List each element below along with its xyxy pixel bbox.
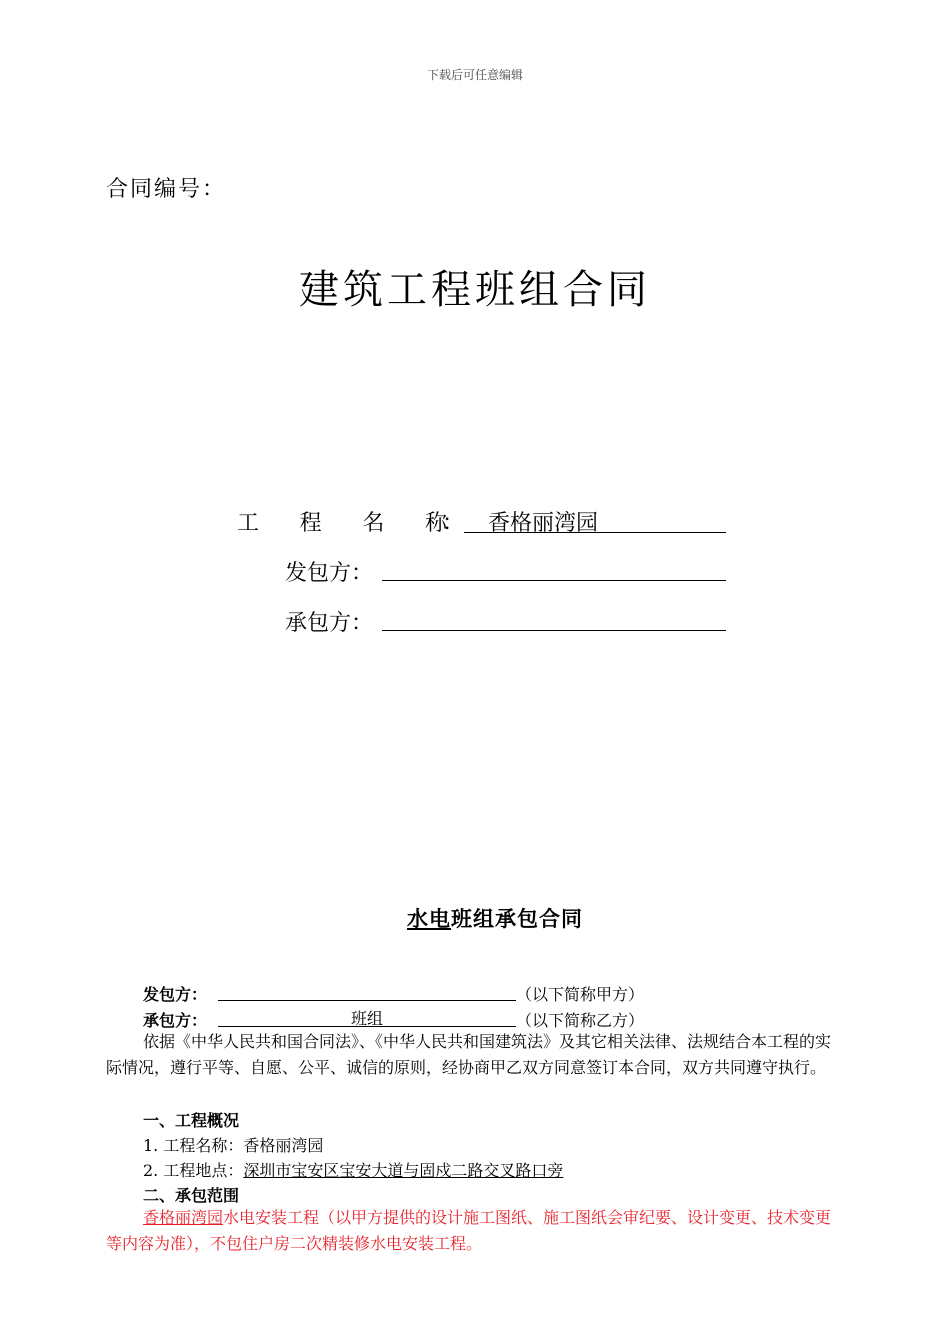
contractor-field[interactable]	[382, 602, 726, 631]
contract-title-underlined: 水电	[407, 906, 451, 931]
party-a-field[interactable]	[218, 980, 516, 1001]
project-name-char: 名	[362, 511, 385, 536]
employer-field[interactable]	[382, 552, 726, 581]
item-2-value: 深圳市宝安区宝安大道与固戍二路交叉路口旁	[243, 1161, 564, 1180]
item-1-value: 香格丽湾园	[243, 1136, 324, 1155]
party-b-label: 承包方：	[143, 1011, 208, 1030]
project-location-item	[143, 1158, 563, 1181]
project-name-value: 香格丽湾园	[488, 511, 599, 536]
project-name-item	[143, 1133, 323, 1156]
employer-label: 发包方：	[285, 561, 374, 586]
project-name-char: 程	[299, 511, 322, 536]
section-1-title: 一、工程概况	[143, 1111, 240, 1130]
project-name-char: 工	[237, 511, 260, 536]
scope-project-name: 香格丽湾园	[143, 1208, 224, 1227]
project-name-field[interactable]	[464, 504, 726, 536]
scope-text: 水电安装工程（以甲方提供的设计施工图纸、施工图纸会审纪要、设计变更、技术变更等内容为准），不包住户房二次精装修水电安装工程。	[106, 1208, 832, 1253]
contract-title	[0, 903, 950, 933]
party-b-note: （以下简称乙方）	[516, 1011, 645, 1030]
party-a-label: 发包方：	[143, 985, 208, 1004]
project-name-char: 称	[424, 511, 447, 536]
page-title: 建筑工程班组合同	[299, 267, 651, 313]
section-2-title: 二、承包范围	[143, 1186, 240, 1205]
contract-number-label: 合同编号：	[106, 177, 227, 202]
item-2-label: 2. 工程地点：	[143, 1161, 244, 1180]
item-1-label: 1. 工程名称：	[143, 1136, 244, 1155]
contractor-label: 承包方：	[285, 611, 374, 636]
party-b-field[interactable]: 班组	[218, 1006, 516, 1027]
contract-title-rest: 班组承包合同	[451, 906, 583, 931]
project-name-label	[237, 506, 447, 537]
scope-paragraph	[106, 1205, 834, 1257]
project-name-colon: ：	[442, 511, 465, 536]
party-a-note: （以下简称甲方）	[516, 985, 645, 1004]
intro-paragraph: 依据《中华人民共和国合同法》、《中华人民共和国建筑法》及其它相关法律、法规结合本工程的实际情况，遵行平等、自愿、公平、诚信的原则，经协商甲乙双方同意签订本合同，双方共同遵守执行。	[106, 1032, 832, 1077]
header-note: 下载后可任意编辑	[426, 68, 523, 82]
